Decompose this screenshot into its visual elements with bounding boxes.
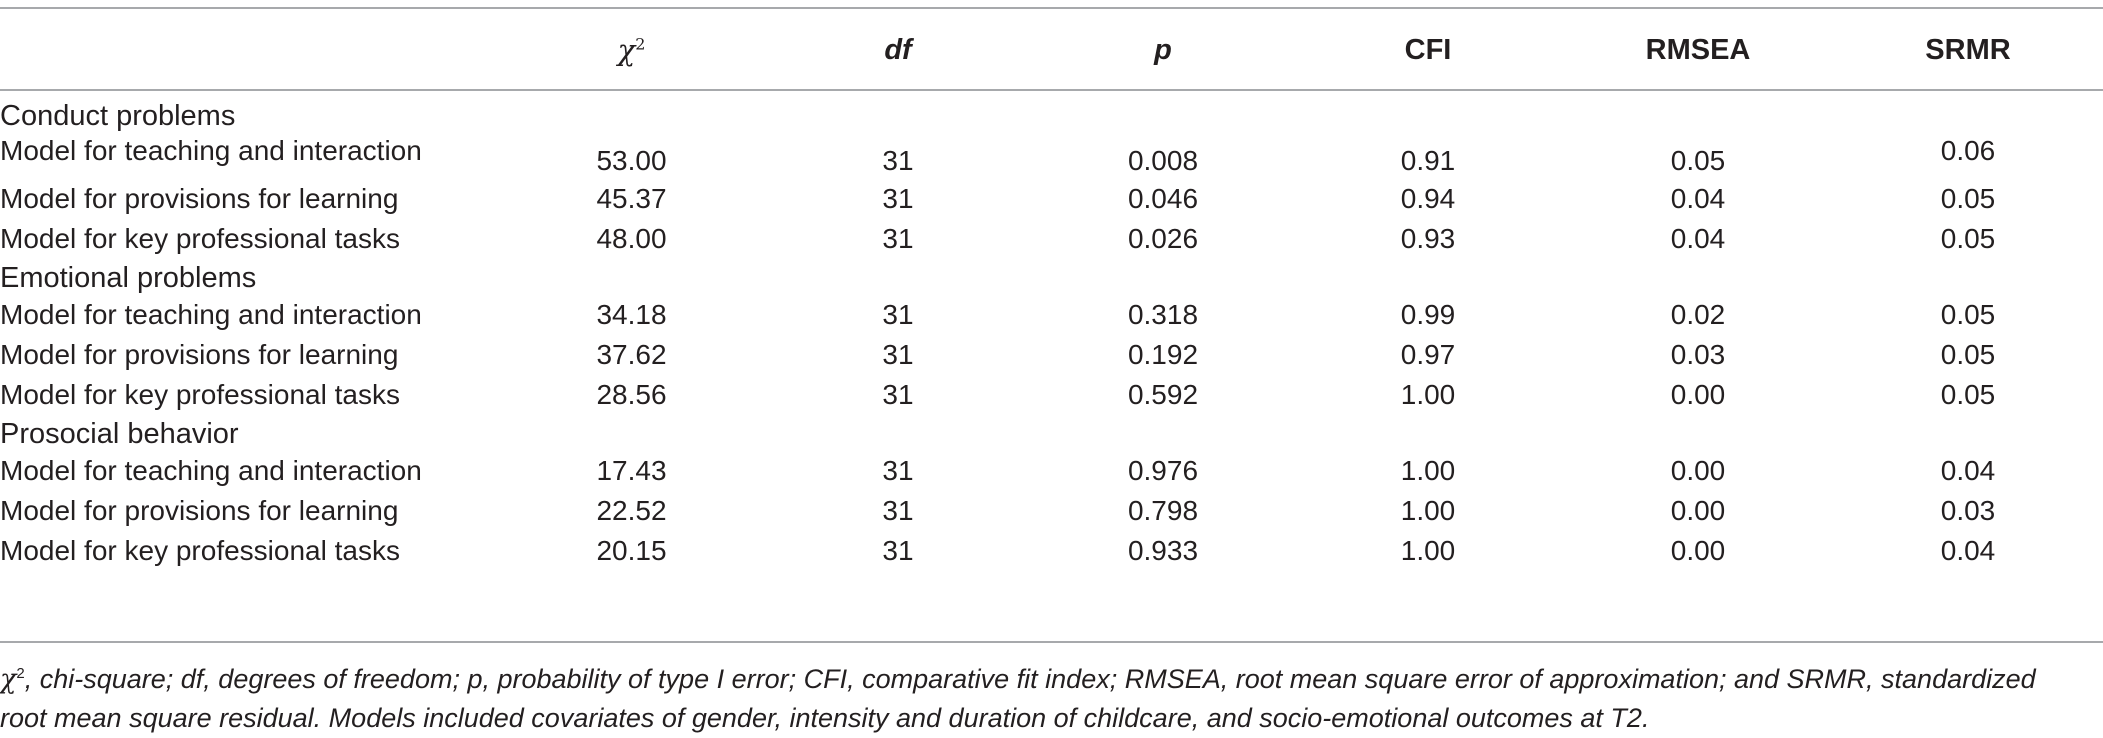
footnote-chi-symbol: χ — [0, 664, 17, 695]
cell-srmr: 0.06 — [1940, 135, 1996, 166]
cell-rmsea: 0.00 — [1670, 495, 1726, 526]
table-row — [0, 295, 2103, 335]
bottom-rule — [0, 641, 2103, 643]
row-label: Model for provisions for learning — [0, 183, 399, 214]
cell-chi: 34.18 — [596, 299, 667, 330]
cell-p: 0.976 — [1127, 455, 1199, 486]
cell-df: 31 — [882, 535, 914, 566]
cell-rmsea: 0.04 — [1670, 223, 1726, 254]
cell-rmsea: 0.00 — [1670, 535, 1726, 566]
table-row — [0, 531, 2103, 571]
row-label: Model for provisions for learning — [0, 339, 399, 370]
table-row — [0, 219, 2103, 259]
row-label: Model for teaching and interaction — [0, 455, 422, 486]
table-footnote — [0, 654, 2070, 738]
group-heading-row — [0, 259, 2103, 295]
cell-chi: 45.37 — [596, 183, 667, 214]
cell-cfi: 0.97 — [1400, 339, 1456, 370]
cell-cfi: 1.00 — [1400, 455, 1456, 486]
cell-srmr: 0.05 — [1940, 223, 1996, 254]
row-label: Model for key professional tasks — [0, 379, 400, 410]
cell-cfi: 0.91 — [1400, 145, 1456, 176]
table-row — [0, 179, 2103, 219]
cell-srmr: 0.05 — [1940, 339, 1996, 370]
cell-cfi: 0.99 — [1400, 299, 1456, 330]
row-label: Model for provisions for learning — [0, 495, 399, 526]
cell-srmr: 0.05 — [1940, 379, 1996, 410]
cell-cfi: 1.00 — [1400, 535, 1456, 566]
cell-chi: 28.56 — [596, 379, 667, 410]
cell-df: 31 — [882, 379, 914, 410]
cell-df: 31 — [882, 183, 914, 214]
table-row — [0, 335, 2103, 375]
cell-srmr: 0.05 — [1940, 183, 1996, 214]
cell-p: 0.026 — [1127, 223, 1199, 254]
cell-df: 31 — [882, 339, 914, 370]
header-rmsea: RMSEA — [1645, 33, 1751, 66]
cell-df: 31 — [882, 455, 914, 486]
table-row — [0, 491, 2103, 531]
cell-chi: 37.62 — [596, 339, 667, 370]
cell-rmsea: 0.00 — [1670, 455, 1726, 486]
cell-chi: 22.52 — [596, 495, 667, 526]
cell-srmr: 0.04 — [1940, 535, 1996, 566]
cell-p: 0.798 — [1127, 495, 1199, 526]
group-title: Emotional problems — [0, 262, 257, 294]
cell-cfi: 0.94 — [1400, 183, 1456, 214]
cell-chi: 20.15 — [596, 535, 667, 566]
cell-rmsea: 0.03 — [1670, 339, 1726, 370]
table-row — [0, 375, 2103, 415]
group-title: Conduct problems — [0, 100, 236, 132]
cell-rmsea: 0.00 — [1670, 379, 1726, 410]
cell-chi: 48.00 — [596, 223, 667, 254]
group-heading-row — [0, 415, 2103, 451]
footnote-chi-superscript: 2 — [16, 665, 25, 682]
cell-df: 31 — [882, 495, 914, 526]
header-row — [0, 0, 2103, 100]
header-chi-square: $\chi^2$ — [617, 33, 646, 67]
cell-df: 31 — [882, 145, 914, 176]
table-row — [0, 133, 2103, 179]
cell-p: 0.192 — [1127, 339, 1199, 370]
cell-rmsea: 0.05 — [1670, 145, 1726, 176]
cell-chi: 17.43 — [596, 455, 667, 486]
cell-p: 0.933 — [1127, 535, 1199, 566]
table-row — [0, 451, 2103, 491]
header-df: df — [884, 33, 912, 66]
row-label: Model for teaching and interaction — [0, 299, 422, 330]
cell-df: 31 — [882, 223, 914, 254]
cell-chi: 53.00 — [596, 145, 667, 176]
cell-srmr: 0.03 — [1940, 495, 1996, 526]
header-cfi: CFI — [1404, 33, 1452, 66]
cell-rmsea: 0.02 — [1670, 299, 1726, 330]
cell-p: 0.592 — [1127, 379, 1199, 410]
group-heading-row — [0, 100, 2103, 133]
cell-cfi: 0.93 — [1400, 223, 1456, 254]
cell-cfi: 1.00 — [1400, 495, 1456, 526]
cell-rmsea: 0.04 — [1670, 183, 1726, 214]
row-label: Model for teaching and interaction — [0, 135, 422, 166]
cell-p: 0.318 — [1127, 299, 1199, 330]
header-p: p — [1154, 33, 1172, 66]
header-srmr: SRMR — [1925, 33, 2011, 66]
cell-p: 0.008 — [1127, 145, 1199, 176]
group-title: Prosocial behavior — [0, 418, 239, 450]
cell-p: 0.046 — [1127, 183, 1199, 214]
cell-srmr: 0.05 — [1940, 299, 1996, 330]
cell-srmr: 0.04 — [1940, 455, 1996, 486]
footnote-text: , chi-square; df, degrees of freedom; p, probability of type I error; CFI, comparative fit index; RMSEA, root mean square error of approximation; and SRMR, standardized root mean square residual. Models included covariates of gender, intensity and duration of childcare, and socio-emotional outcomes at T2. — [0, 664, 2036, 733]
cell-df: 31 — [882, 299, 914, 330]
row-label: Model for key professional tasks — [0, 223, 400, 254]
cell-cfi: 1.00 — [1400, 379, 1456, 410]
row-label: Model for key professional tasks — [0, 535, 400, 566]
header-label — [0, 0, 500, 100]
